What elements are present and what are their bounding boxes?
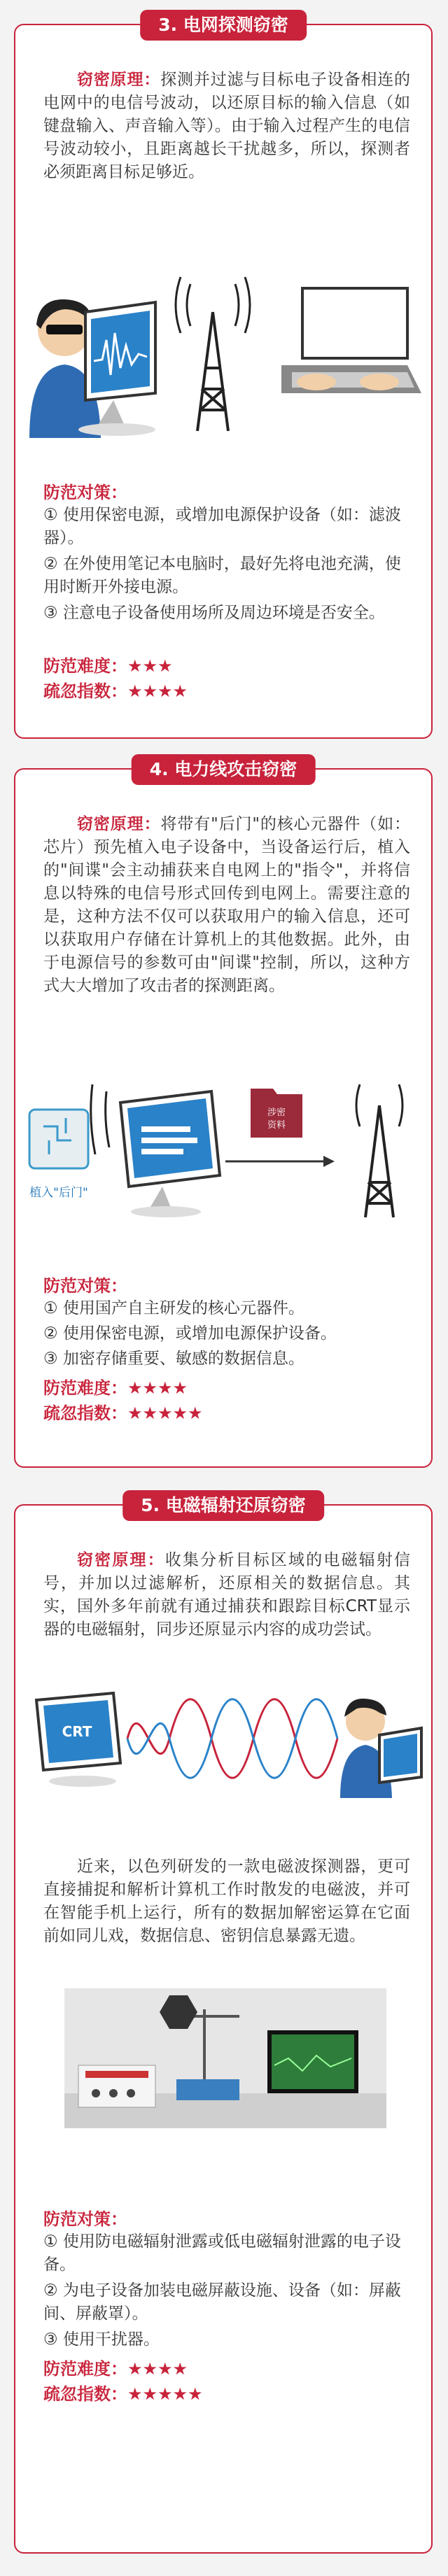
neglect-rating: 疏忽指数：★★★★★ bbox=[43, 1403, 203, 1423]
monitor-icon bbox=[91, 1084, 220, 1217]
measure-item: ① 使用保密电源，或增加电源保护设备（如：滤波器）。 bbox=[43, 506, 401, 547]
principle-paragraph bbox=[43, 813, 410, 998]
difficulty-rating: 防范难度：★★★★ bbox=[43, 2359, 188, 2379]
transmission-tower bbox=[176, 277, 250, 431]
measures-label: 防范对策： bbox=[43, 2209, 127, 2229]
measure-item: ③ 注意电子设备使用场所及周边环境是否安全。 bbox=[43, 604, 385, 622]
principle-label: 窃密原理： bbox=[77, 1551, 165, 1569]
principle-paragraph bbox=[43, 1549, 410, 1641]
crt-label: CRT bbox=[62, 1723, 92, 1740]
chip-icon bbox=[29, 1110, 88, 1200]
principle-label: 窃密原理： bbox=[77, 815, 161, 833]
principle-text: 探测并过滤与目标电子设备相连的电网中的电信号波动，以还原目标的输入信息（如键盘输入、声音输入等）。由于输入过程产生的电信号波动较小，且距离越长干扰越多，所以，探测者必须距离目标足够近。 bbox=[43, 71, 411, 181]
section-card-grid-probe bbox=[14, 15, 433, 739]
grid-probe-illustration bbox=[15, 263, 431, 452]
measure-item: ② 在外使用笔记本电脑时，最好先将电池充满，使用时断开外接电源。 bbox=[43, 555, 401, 596]
folder-icon bbox=[225, 1089, 335, 1167]
extra-paragraph: 近来，以色列研发的一款电磁波探测器，更可直接捕捉和解析计算机工作时散发的电磁波，并可在智能手机上运行，所有的数据加解密运算在它面前如同儿戏，数据信息、密钥信息暴露无遗。 bbox=[43, 1857, 410, 1945]
folder-label-line2: 资料 bbox=[267, 1120, 286, 1131]
measure-item: ③ 加密存储重要、敏感的数据信息。 bbox=[43, 1350, 304, 1368]
measure-item: ② 使用保密电源，或增加电源保护设备。 bbox=[43, 1324, 337, 1343]
observer-with-monitor bbox=[340, 1699, 421, 1798]
measure-item: ③ 使用干扰器。 bbox=[43, 2330, 160, 2349]
section-card-em-radiation bbox=[14, 1495, 433, 2554]
difficulty-rating: 防范难度：★★★★ bbox=[43, 1378, 188, 1398]
difficulty-rating: 防范难度：★★★ bbox=[43, 656, 173, 676]
transmission-tower bbox=[356, 1084, 402, 1217]
principle-text: 收集分析目标区域的电磁辐射信号，并加以过滤解析，还原相关的数据信息。其实，国外多年前就有通过捕获和跟踪目标CRT显示器的电磁辐射，同步还原显示内容的成功尝试。 bbox=[43, 1551, 411, 1639]
detector-lab-photo bbox=[64, 1988, 386, 2128]
measure-item: ① 使用防电磁辐射泄露或低电磁辐射泄露的电子设备。 bbox=[43, 2232, 401, 2274]
neglect-rating: 疏忽指数：★★★★★ bbox=[43, 2384, 203, 2404]
folder-label-line1: 涉密 bbox=[267, 1107, 286, 1118]
section-card-powerline-attack bbox=[14, 759, 433, 1468]
measures-label: 防范对策： bbox=[43, 483, 127, 502]
section-title: 4. 电力线攻击窃密 bbox=[132, 754, 316, 785]
chip-label: 植入"后门" bbox=[29, 1186, 88, 1200]
section-title: 5. 电磁辐射还原窃密 bbox=[122, 1490, 324, 1521]
laptop-typing bbox=[281, 288, 421, 393]
principle-text: 将带有"后门"的核心元器件（如：芯片）预先植入电子设备中，当设备运行后，植入的"间谍"会主动捕获来自电网上的"指令"，并将信息以特殊的电信号形式回传到电网上。需要注意的是，这种方法不仅可以获取用户的输入信息，还可以获取用户存储在计算机上的其他数据。此外，由于电源信号的参数可由"间谍"控制，所以，这种方式大大增加了攻击者的探测距离。 bbox=[43, 815, 410, 995]
measure-item: ① 使用国产自主研发的核心元器件。 bbox=[43, 1299, 304, 1317]
measures-label: 防范对策： bbox=[43, 1276, 127, 1296]
principle-paragraph bbox=[43, 69, 410, 184]
measure-item: ② 为电子设备加装电磁屏蔽设施、设备（如：屏蔽间、屏蔽罩）。 bbox=[43, 2281, 401, 2323]
powerline-illustration bbox=[15, 1063, 431, 1238]
crt-monitor-icon bbox=[36, 1693, 120, 1787]
em-radiation-illustration bbox=[15, 1672, 431, 1805]
neglect-rating: 疏忽指数：★★★★ bbox=[43, 681, 188, 701]
principle-label: 窃密原理： bbox=[77, 71, 161, 89]
section-title: 3. 电网探测窃密 bbox=[140, 10, 307, 41]
